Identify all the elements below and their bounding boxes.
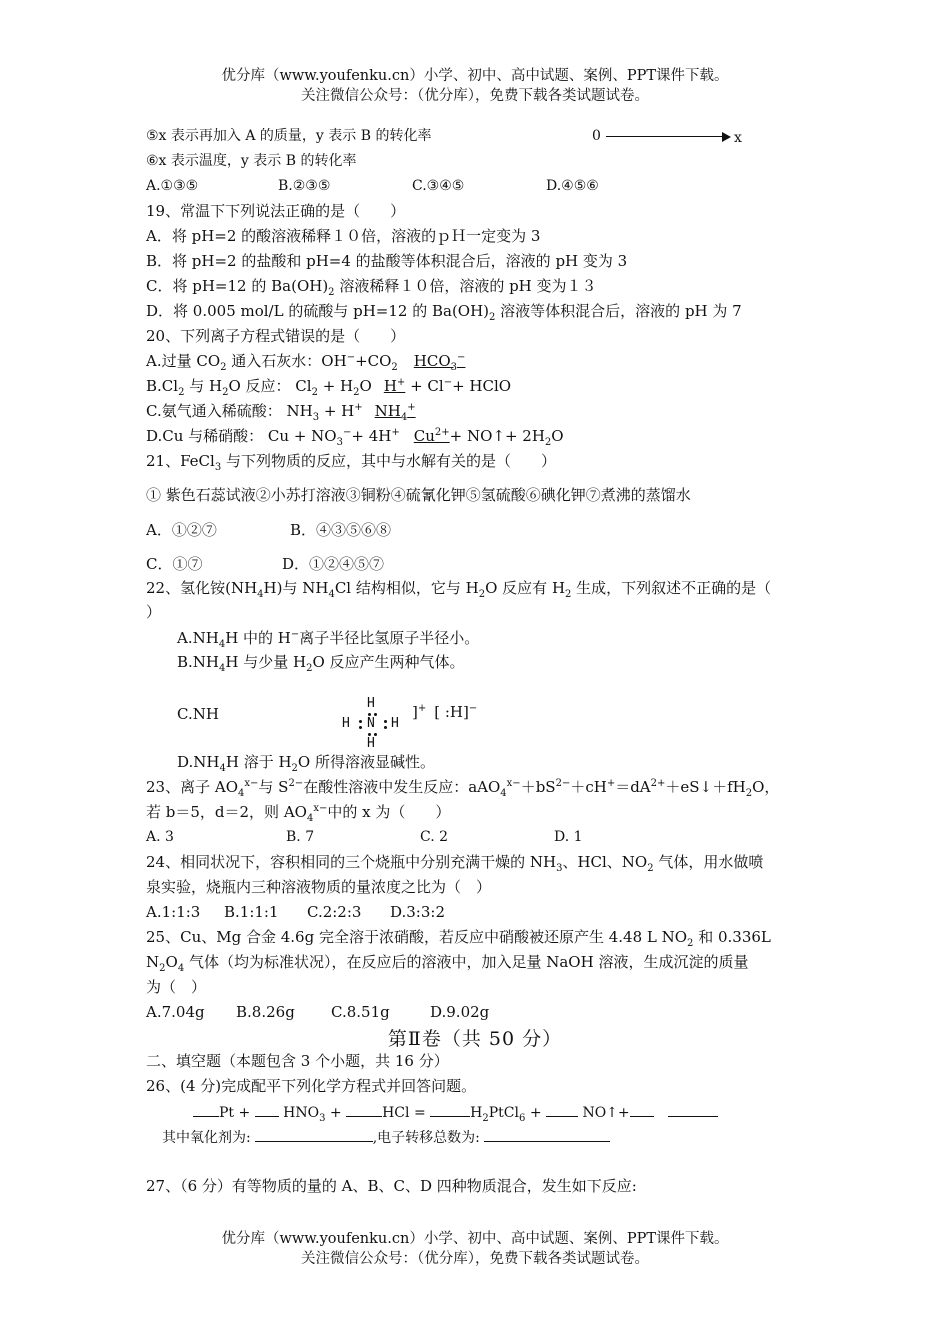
axis-origin: 0 — [592, 128, 601, 144]
axis-x-label: x — [734, 130, 742, 146]
q19-option-b: B．将 pH=2 的盐酸和 pH=4 的盐酸等体积混合后，溶液的 pH 变为 3 — [146, 252, 628, 270]
axis-arrow-head-icon — [722, 132, 731, 142]
q23-choice-b: B. 7 — [286, 829, 315, 845]
section-2-heading: 二、填空题（本题包含 3 个小题，共 16 分） — [146, 1052, 449, 1070]
q20-option-b: $B.Cl_2$ 与 $H_2O$ 反应： $Cl_2 + H_2O$ H+ + Cl−+ HClO — [146, 377, 512, 398]
oxidizer-blank[interactable] — [255, 1127, 373, 1142]
blank-hcl-coef[interactable] — [346, 1102, 382, 1117]
q25-line-2: $N_2O_4$ 气体（均为标准状况），在反应后的溶液中，加入足量 NaOH 溶液，生成沉淀的质量 — [146, 953, 749, 974]
q20-option-a: A.过量 $CO_2$ 通入石灰水：$OH^-+CO_2$ $HCO_3^-$ — [146, 352, 466, 373]
ammonium-lewis-structure — [338, 696, 408, 754]
q26-stem: 26、(4 分)完成配平下列化学方程式并回答问题。 — [146, 1077, 477, 1095]
electron-dot — [374, 713, 377, 716]
q25-choice-b: B.8.26g — [236, 1003, 295, 1021]
q22-stem-cont: ） — [146, 603, 162, 621]
electron-dot — [384, 726, 387, 729]
q26-equation: $Pt + HNO_3$ + HCl = $H_2PtCl_6$ + NO↑+ — [193, 1102, 718, 1123]
q21-choice-b: B．④③⑤⑥⑧ — [290, 521, 392, 539]
q26-answer-line: 其中氧化剂为: ,电子转移总数为: — [162, 1127, 610, 1148]
blank-hno3-coef[interactable] — [255, 1102, 279, 1117]
header-line-1: 优分库（www.youfenku.cn）小学、初中、高中试题、案例、PPT课件下载。 — [221, 68, 729, 84]
q24-choice-d: D.3:3:2 — [390, 903, 445, 921]
q25-choice-c: C.8.51g — [331, 1003, 390, 1021]
axis-arrow-line — [606, 136, 726, 137]
q21-choice-d: D．①②④⑤⑦ — [282, 555, 385, 573]
q24-line-1: 24、相同状况下，容积相同的三个烧瓶中分别充满干燥的 $NH_3$、HCl、$NO_2$ 气体，用水做喷 — [146, 853, 764, 874]
q21-choice-a: A．①②⑦ — [146, 521, 217, 539]
blank-product[interactable] — [668, 1102, 718, 1117]
q18-choice-c: C.③④⑤ — [412, 178, 465, 194]
q19-option-d: D．将 0.005 mol/L 的硫酸与 pH=12 的 $Ba(OH)_2$ 溶液等体积混合后，溶液的 pH 为 7 — [146, 302, 742, 323]
lewis-h-left: H — [342, 716, 350, 731]
q22-option-d: $D.NH_4H$ 溶于 $H_2O$ 所得溶液显碱性。 — [177, 753, 435, 774]
q24-choice-b: B.1:1:1 — [224, 903, 279, 921]
q19-stem: 19、常温下下列说法正确的是（ ） — [146, 202, 406, 220]
q19-option-c: C．将 pH=12 的 $Ba(OH)_2$ 溶液稀释１０倍，溶液的 pH 变为１３ — [146, 277, 597, 298]
q22-option-a: $A.NH_4H$ 中的 H−离子半径比氢原子半径小。 — [177, 629, 480, 650]
blank-h2ptcl6-coef[interactable] — [430, 1102, 470, 1117]
footer-line-2: 关注微信公众号：（优分库），免费下载各类试题试卷。 — [301, 1251, 649, 1267]
q25-line-3: 为（ ） — [146, 978, 207, 996]
q23-choice-a: A. 3 — [146, 829, 174, 845]
q25-choice-a: A.7.04g — [146, 1003, 205, 1021]
q21-choice-c: C．①⑦ — [146, 555, 203, 573]
electron-dot — [368, 713, 371, 716]
blank-product-coef[interactable] — [630, 1102, 654, 1117]
q27-stem: 27、（6 分）有等物质的量的 A、B、C、D 四种物质混合，发生如下反应: — [146, 1177, 637, 1195]
blank-pt-coef[interactable] — [193, 1102, 219, 1117]
lewis-h-right: H — [391, 716, 399, 731]
q24-choice-a: A.1:1:3 — [146, 903, 201, 921]
q19-option-a: A．将 pH=2 的酸溶液稀释１０倍，溶液的ｐＨ一定变为 3 — [146, 227, 541, 245]
q23-choice-c: C. 2 — [420, 829, 449, 845]
q21-list: ① 紫色石蕊试液②小苏打溶液③铜粉④硫氰化钾⑤氢硫酸⑥碘化钾⑦煮沸的蒸馏水 — [146, 486, 691, 504]
q24-choice-c: C.2:2:3 — [307, 903, 362, 921]
lewis-n-center: N — [367, 716, 375, 731]
part-2-title: 第Ⅱ卷（共 50 分） — [387, 1028, 563, 1050]
q20-stem: 20、下列离子方程式错误的是（ ） — [146, 327, 406, 345]
q18-option-5: ⑤x 表示再加入 A 的质量，y 表示 B 的转化率 — [146, 128, 432, 144]
q23-choice-d: D. 1 — [554, 829, 583, 845]
q22-cation-bracket: ]+ [ :H]− — [412, 703, 478, 721]
lewis-h-bottom: H — [367, 736, 375, 751]
electron-dot — [359, 720, 362, 723]
electron-transfer-blank[interactable] — [484, 1127, 610, 1142]
blank-no-coef[interactable] — [546, 1102, 578, 1117]
equilibrium-arrow-icon: H+ — [383, 377, 406, 395]
q22-option-c: C.NH — [177, 705, 219, 723]
q24-line-2: 泉实验，烧瓶内三种溶液物质的量浓度之比为（ ） — [146, 878, 492, 896]
electron-dot — [384, 720, 387, 723]
q20-option-d: D.Cu 与稀硝酸： $Cu + NO_3^-+ 4H^+$ $Cu^{2+}+$ NO↑+ $2H_2O$ — [146, 427, 564, 448]
electron-dot — [359, 726, 362, 729]
q22-stem: 22、氢化铵$(NH_4H)$与 $NH_4Cl$ 结构相似，它与 $H_2O$ 反应有 $H_2$ 生成，下列叙述不正确的是（ — [146, 579, 772, 600]
q21-stem: 21、FeCl$_3$ 与下列物质的反应，其中与水解有关的是（ ） — [146, 452, 556, 473]
lewis-h-top: H — [367, 696, 375, 711]
q25-choice-d: D.9.02g — [430, 1003, 490, 1021]
q18-choice-a: A.①③⑤ — [146, 178, 199, 194]
q22-option-b: $B.NH_4H$ 与少量 $H_2O$ 反应产生两种气体。 — [177, 653, 465, 674]
header-line-2: 关注微信公众号：（优分库），免费下载各类试题试卷。 — [301, 88, 649, 104]
q25-line-1: 25、Cu、Mg 合金 4.6g 完全溶于浓硝酸，若反应中硝酸被还原产生 4.48 L $NO_2$ 和 0.336L — [146, 928, 771, 949]
q23-stem: 23、离子 $AO_4^{x-}$与 $S^{2-}$在酸性溶液中发生反应：$aAO_4^{x-}+bS^{2-}+cH^+=dA^{2+}+eS↓+fH_2O$， — [146, 778, 780, 799]
q18-choice-d: D.④⑤⑥ — [546, 178, 599, 194]
q18-option-6: ⑥x 表示温度，y 表示 B 的转化率 — [146, 153, 357, 169]
electron-dot — [374, 733, 377, 736]
q20-option-c: C.氨气通入稀硫酸： $NH_3 + H^+$ $NH_4^+$ — [146, 402, 416, 423]
q23-condition: 若 b＝5，d＝2，则 $AO_4^{x-}$中的 x 为（ ） — [146, 803, 451, 824]
footer-line-1: 优分库（www.youfenku.cn）小学、初中、高中试题、案例、PPT课件下载。 — [221, 1231, 729, 1247]
electron-dot — [368, 733, 371, 736]
q18-choice-b: B.②③⑤ — [278, 178, 331, 194]
